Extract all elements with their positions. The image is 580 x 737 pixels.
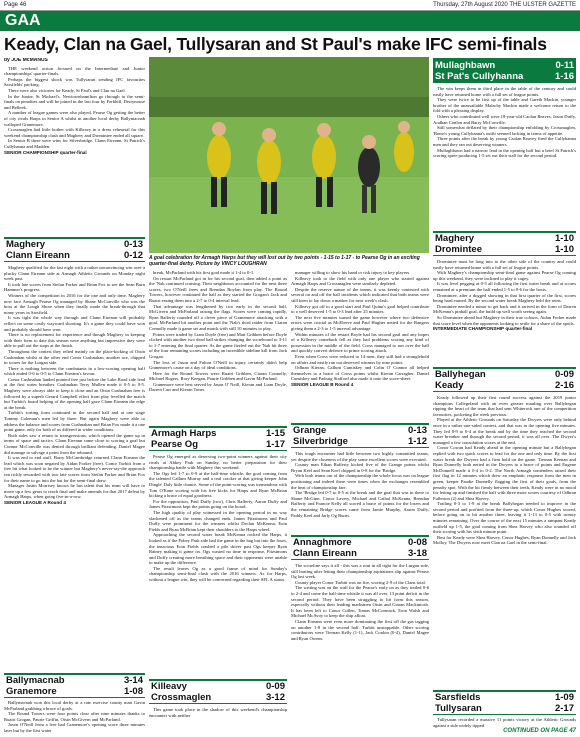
team: Ballymacnab	[6, 675, 65, 686]
p: There is nothing between the combatants in a low-scoring opening half which ended 0-6 to 0-5 to Clann Eireann's favour.	[4, 365, 145, 377]
p: Mullaghbawn had a narrow lead in the opening half but a brief St Patrick's scoring spree producing 1-5 set out their stall for the second period.	[433, 147, 576, 159]
scorebox-ballymacnab	[4, 673, 145, 698]
p: The 'Bridge led 0-7 to 0-5 at the break and the goal that was in there to Shane McGinn. Conor Lavery, Michael and Cathal McKenna, Brendan Rafferty and Francie Kelly all scored a brace of points for the losers and the remaining Bridge scores came from Jamie Murphy, Aaron Duffy, Paddy Keel and Jarly Og Burns.	[291, 490, 429, 518]
team: Annaghmore	[293, 537, 352, 548]
continued-label: CONTINUED ON PAGE 47	[503, 728, 576, 734]
p: Pearse Og emerged as deserving two-point winners against their city rivals at Abbey Park on Sunday, no better preparation for their championship battle with Maghery this weekend.	[149, 454, 287, 471]
score: 0-12	[123, 249, 143, 261]
score: 0-09	[265, 681, 285, 692]
p: The Round Towers were four points clear after nine minutes thanks to Ruairi Grogan, Paurie Griffin, Oisin McGivern and McParland.	[4, 711, 145, 722]
p: County man Ethan Rafferty kicked five of the Grange points whilst Bryan Keel and Sean Keel chipped in 0-8 for the 'Bridge.	[291, 462, 429, 473]
score: 1-09	[554, 692, 574, 703]
page-number: Page 46	[4, 2, 27, 8]
p: Both sides saw a return to transgressions, which opened the game up in terms of space and tactics. Clann Eireann came close to scoring a goal but Connor McConville was denied through brilliant defending. Daniel Magee did manage to salvage a point from the rebound.	[4, 432, 145, 455]
score: 0-13	[407, 425, 427, 436]
column-4-bottom	[433, 717, 576, 728]
intro-p4: In the Junior, St Michael's, Newtownhamilton go through to the semi-finals on penalties and will be joined in the last four by Forkhill, Derrynoose and Belleek.	[4, 93, 145, 110]
team: Granemore	[6, 685, 57, 697]
column-2-bottom	[149, 707, 287, 736]
p: Dromintee needed a minor to get back and it arrived in the form of Darren McKenna's pinball goal, the build up well worth seeing again.	[433, 303, 576, 315]
score: 3-12	[265, 691, 285, 703]
p: INTERMEDIATE CHAMPIONSHIP quarter-final	[433, 326, 533, 332]
p: There is no replacement for experience and though Maghery in keeping with their form to date this season were anything but impressive they were able to pull out the stops at the finish.	[4, 332, 145, 349]
p: Best for Keady were Shea Harvey, Conor Hughes, Ryan Donnelly and Jack Molloy. The Dwyers now meet Clan na Gael in the semi-final.	[433, 534, 576, 546]
p: The Ogs led 1-7 to 0-9 at the half-time whistle, the goal coming from the talented Callum Murray and a real cracker at that giving keeper John Dingle' Daly little chance. Some of the point-scoring was tremendous with Tom O'Kane scoring with his free kicks for Harps and Ryan McBrian kicking a brace of equal goodness.	[149, 470, 287, 499]
p: This tough encounter had little between two highly committed teams, yet despite the closeness of the play some excellent scores were executed.	[291, 451, 429, 462]
scorebox-sarsfields	[433, 690, 576, 715]
team: Grange	[293, 425, 327, 436]
score: 0-13	[123, 239, 143, 250]
byline: by JOE McMANUS	[4, 58, 48, 63]
p: County player Conor Turbitt was on fire, scoring 2-9 of the Clans total.	[295, 579, 426, 585]
p: The result leaves Og as a good frame of mind for Sunday's championship semi-final clash with the 2016 winners. As for Harps, without a league win, they will be concerned regarding their SFL A status.	[149, 565, 287, 583]
page-date: Thursday, 27th August 2020 THE ULSTER GAZETTE	[433, 2, 576, 8]
scorebox-maghery-clann	[4, 237, 145, 262]
p: The loss of Jason and Fulton O'Neill in injury certainly didn't help Granemore's cause on a day of ideal conditions.	[149, 359, 287, 371]
score: 3-14	[123, 675, 143, 686]
p: Winners of the competition in 2016 for the one and only time, Maghery now face Armagh Pearse Og managed by Shane McConville who was the boss at the Lough Shore when they finally made the break-through that many years in Sarsfield.	[4, 292, 145, 315]
p: The writing was on the wall for the Pearse's early on as they trailed 0-6 to 2-4 and come the half-time whistle it was all over, 13 point deficit in the second period. They have been struggling to hit form this season, especially without their leading marksmen Oisin and Ciaran Mackintosh. It has been left to Conor Cullen, Tomas McCormack, Eoin Walsh and Michael McAvoy to keep the ship afloat.	[291, 585, 429, 619]
p: break, McParland with his first goal made it 1-4 to 0-1.	[153, 270, 255, 275]
intro-p7: In Senior B there were wins for Silverbridge, Clann Eireann, St Patrick's Cullyhanna and Madden.	[4, 138, 145, 149]
intro-p8: SENIOR CHAMPIONSHIP quarter-final	[4, 149, 87, 155]
p: manager willing to show his hand or risk injury to key players.	[295, 270, 411, 275]
intro-p6: Crossmaglen had little bother with Killeavy in a dress rehearsal for this weekend championship clash and Maghery and Dromintee ended all square.	[4, 127, 145, 138]
p: They were twice to be first up of the table and Gareth Mackin, younger brother of the unassailable Malachy Mackin made a welcome return to the fold with a pleasing display.	[433, 97, 576, 114]
intro-p5: A number of league games were also played, Pearse Og getting the better of city rivals Harps in Senior A whilst in another local derby Ballymacnab walloped Granemore.	[4, 110, 145, 127]
photo-caption: A goal celebration for Armagh Harps but they will lost out by two points - 1-15 to 1-17 - to Pearse Og in an exciting quarter-final derby. Picture by VINCY LOUGHRAN	[149, 255, 420, 267]
p: Others who contributed well were 18-year-old Caolan Reaves, Jason Duffy, Aodhan Conlon and Barry McConville.	[433, 113, 576, 125]
p: It took late scores from Stefan Forker and Brian Fox to see the Sean Burn Hammer's progress.	[4, 281, 145, 293]
p: So Dromintee ahead but Maghery in their true colours, Aidan Forker made that score level when the opponents looking to settle for a share of the spoils.	[433, 314, 576, 326]
p: It was end to end stuff, Barry McCambridge returned Clann Eireann the lead which was soon negated by Aidan Forker (free). Conor Turbitt from a free hit what looked to be the winner but Maghery's never-say-die approach ran richly rewarded with two late scores from Stefan Forker and Brian Fox for their name to go into the hat for the semi-final draw.	[4, 455, 145, 483]
score: 0-08	[407, 537, 427, 548]
p: Killeavy took to the field with only one player who started against Armagh Harps and Crossmaglen were similarly depleted.	[291, 275, 429, 287]
p: Points were traded by Liam Doyle (free) and Matt Gribben before Doyle clicked with another two dead ball strikes changing the scoreboard to 3-11 to 1-7 entering the final quarter. As the game fizzled out the 'Nab hit three of the four remaining scores including an incredible sideline kill from Jack Grogan.	[149, 331, 287, 359]
column-3-bottom	[291, 563, 429, 736]
p: Still somewhat deflated by their championship enfolding by Crossmaglen, 'Bawn's young Cullyhanna's outfit seemed lacking in terms of appetite.	[433, 125, 576, 136]
column-1-bottom	[4, 700, 145, 736]
p: The next five minutes turned the game however where two defensive errors were crucial as McEleeve and Paul Hughes netted for the Rangers giving them a 2-3 to 1-5 interval advantage.	[291, 314, 429, 331]
p: Played at the Athletic Grounds on Saturday the Dwyers were only behind once in a rather one-sided contest, and that was in the opening five minutes. They led 0-9 to 0-4 at the break and by the time they reached the second water breather and through the second period, it was all over. The Dwyer's managed a few consolation scores at the end.	[433, 417, 576, 445]
column-3-body	[291, 451, 429, 531]
team: Clann Eireann	[6, 249, 70, 261]
p: This game took place in the shadow of this weekend's championship encounter with neither	[149, 707, 287, 718]
p: Jason O'Neill from a free had Granemore's opening score three minutes later but by the first water	[4, 722, 145, 733]
match-photo	[149, 57, 429, 253]
scorebox-mullaghbawn	[433, 58, 576, 83]
p: Clann Eireann were even more dominating the first off the gas tagging on another 1-8 in the second half. Turbitt unstoppable. Other scoring contributors were Tiernan Kelly (1-1), Jack Conlon (0-4), Daniel Magee and Ryan Owens.	[291, 618, 429, 641]
p: Three points after the break by young Caolan Reavey fired the Cullyhanna men and they ran out deserving winners.	[433, 136, 576, 147]
team: Pearse Og	[151, 438, 198, 450]
team: Maghery	[6, 239, 46, 250]
column-2-body	[149, 454, 287, 674]
p: Within minutes of the restart Boyle had his second goal and any hopes of a Killeavy comeback fell as they had problems scoring any kind of possession in the middle of the field. Cross managed to run over the hall and quickly convert defence to prime scoring attack.	[291, 331, 429, 354]
column-1	[4, 58, 145, 234]
score: 1-17	[265, 438, 285, 450]
p: The win keeps them in third place in the table of the century and could easily have returned home with a full set of league points.	[433, 86, 576, 97]
scorebox-grange	[291, 423, 429, 448]
p: SENIOR LEAGUE B Round 4	[291, 381, 354, 387]
team: Armagh Harps	[151, 428, 217, 439]
team: Tullysaran	[435, 702, 482, 714]
score: 2-16	[554, 379, 574, 391]
team: Mullaghbawn	[435, 60, 496, 71]
p: Manager Justin Morrisey knows he has talent that his team will have to move up a few gears to reach final and make amends for that 2017 defeat by Armagh Harps, when going five-in-a-row.	[4, 483, 145, 500]
p: Keady followed up their first round success against the 2019 junior champions Collegeland with an even greater mauling over Ballyhegan ripping the heart of the team that had sent Whiterock one of the competition favourites, pocketing the week previous.	[433, 395, 576, 417]
team: St Pat's Cullyhanna	[435, 70, 524, 82]
score: 0-09	[554, 369, 574, 380]
p: With both teams out of the championship the whole focus was on league positioning and indeed there were times when the exchanges resembled the heat of championship fare.	[291, 473, 429, 490]
scorebox-killeavy	[149, 679, 287, 704]
p: With Maghery's championship semi-final game against Pearse Og coming up this weekend, they were inclined to play it cagey.	[433, 270, 576, 281]
score: 1-12	[407, 435, 427, 447]
score: 1-16	[554, 70, 574, 82]
intro-p3: There were also victories for Keady, St Paul's and Clan na Gael.	[8, 87, 126, 93]
p: Despite the reserve nature of the teams, it was keenly contested with several on and off the ball incidents which indicated that both teams were still keen to lay down a marker for next week's clash.	[291, 286, 429, 303]
p: SENIOR LEAGUE A Round 4	[4, 499, 66, 505]
scorebox-annaghmore	[291, 535, 429, 560]
score: 1-10	[554, 233, 574, 244]
column-3	[291, 270, 429, 420]
intro-p2: Perhaps the biggest shock was Tullysaran sending IFC favourites Sarsfields' packing.	[4, 76, 145, 88]
score: 0-11	[555, 60, 574, 71]
headline: Keady, Clan na Gael, Tullysaran and St Paul's make IFC semi-finals	[4, 34, 547, 54]
column-1-body	[4, 265, 145, 570]
score: 2-17	[554, 702, 574, 714]
p: It was level pegging at 0-5 all following the first water break and at scores remained at a premium the half ended 1-5 to 0-6 for the hosts.	[433, 281, 576, 292]
team: Sarsfields	[435, 692, 481, 703]
p: Odhran Kieran, Callum Cumiskey and Colin O' Connor all helped themselves to a brace of Cross points whilst Kieran Carragher, Daniel Cumiskey and Padraig Stafford also made it onto the score-sheet.	[291, 365, 429, 382]
p: Dromintee must be long into to the other side of the country and could easily have returned home with a full set of league points.	[433, 259, 576, 270]
p: Here for the Round Towers were Ruairi Gribben, Ciaran Connolly, Michael Rogers, Rory Keegan, Paurie Gribben and Gavin McParland.	[149, 370, 287, 382]
team: Ballyhegan	[435, 369, 486, 380]
team: Dromintee	[435, 243, 482, 255]
score: 1-15	[265, 428, 285, 439]
p: Approaching the second water break McKenna rocked the Harps, it looked as if the Pobey Park side had the game in the bag but into the fours, the tenacious Eoin Fields crashed a pile driver past Ogs keeper Ryan Rainey making it game on. Ogs wasted no time in response, Fitzsimons and Duffy creating more breathing space and their opponents were unable to make up the difference.	[149, 532, 287, 566]
p: Conor Cushnahan landed pointed free just before the Lake Road side lead at the first water breather. Cushnahan Terry Mullen made it 0-5 to 0-5. Maghery were always able to keep it close and an Oisin Cushnahan free is followed by a superb Gerard Campbell effort from play levelled the match but Turbitt's board helping of the opening half gave Clann Eireann the edge at the break.	[4, 376, 145, 410]
p: Turbitt's sorting form continued in the second half and at one stage Tommy Coleman's men led by three. But again Maghery were able to address the balance and scores from Cushnahan and Brian Fox made it a one point game, only for both of us differed in wider conditions.	[4, 410, 145, 433]
p: It was tight the whole way through and Clann Eireann will probably reflect on some costly wayward shooting. It's a game they could have won and probably should have won.	[4, 315, 145, 332]
team: Silverbridge	[293, 435, 348, 447]
score: 1-08	[123, 685, 143, 697]
p: The scoreline says it all - this was a rout in all right for the Lurgan side, still hurting after letting their championship aspirations slip against Pearse Og last week.	[291, 563, 429, 580]
scorebox-maghery-dromintee	[433, 231, 576, 256]
p: For the opposition, Paul Duffy (two), Chris Rafferty, Aaron Duffy and James Fitzsimons kept the points going on the board.	[149, 498, 287, 510]
p: The high quality of play witnessed in the opening period in no way slackened off as the teams changed ends. James Fitzsimons and Paul Duffy were prominent for the winners whilst Declan McKenna, Eoin Fields and Ryan McBrian kept their shoulders to the Harps wheel.	[149, 509, 287, 532]
p: Dromintee, after a dogged showing in that first quarter of the first, scores being hard earned. By the second water break Maghery held the reins.	[433, 292, 576, 304]
column-4-body	[433, 395, 576, 687]
intro-p1: THE weekend action focused on the Intermediate and Junior championships' quarter-finals.	[4, 65, 145, 77]
p: Killeavy got off to a good start and Paul Quinn's goal helped contribute to a well deserved 1-5 to 0-3 lead after 25 minutes.	[291, 303, 429, 315]
p: Throughout the contest they relied mainly on the place-kicking of Oisin Cushnahan whilst at the other end Conor Cushnahan, another ace, chipped in scores for the Lurgan side.	[4, 348, 145, 366]
team: Maghery	[435, 233, 475, 244]
team: Crossmaglen	[151, 691, 212, 703]
scorebox-armagh-harps	[149, 426, 287, 451]
score: 3-18	[407, 547, 427, 559]
photo-illustration	[149, 57, 429, 253]
score: 1-10	[554, 243, 574, 255]
p: Trailing 0-3 to 1-9 at the break Ballyhegan needed to improve in the second period and profited from the three-up, which Conor Hughes scored, before going on to hit another three, leaving it 1-13 to 0-5 with twenty minutes remaining. Over the course of the next 15 minutes a rampant Keady outfield up 1-5, the goal coming from Shea Harvey who also rounded off their scoring with his sixth minute point.	[433, 501, 576, 535]
p: Even when Cross were reduced to 14 men, they still had a stranglehold on affairs and easily ran out deserved winners by nine points.	[291, 353, 429, 365]
p: Ballymacnab won this local derby at a rate exercise county man Gavin McParland grabbing a brace of goals.	[4, 700, 145, 711]
scorebox-ballyhegan	[433, 367, 576, 392]
team: Clann Eireann	[293, 547, 357, 559]
p: Granemore were best served by Jason O' Neill, Kieran and Liam Doyle, Darren Carr and Kieran Toner.	[149, 381, 287, 393]
p: Conor Cowan had Keady ahead in the opening minute but a Ballyhegan replied with two quick scores to lead for the one and only time. By the first water break the Dwyers had a firm hold on the game. Tiernan Keenan and Ryan Donnelly both netted in the Dwyers to a brace of points and Eugene McDonnell made it 0-4 to 0-2. The North Armagh contenders raised their first flag in 12 minutes which drew an emphatic response from the men in green, keeper Paudie Donnelly flagging the first of their goals, from the penalty spot. With the hit firmly between their teeth, Keady were in no mood for letting up and finished the half with three more scores courtesy of Odhran Fullerton (2) and Shea Harvey.	[433, 445, 576, 501]
column-4-mid	[433, 259, 576, 364]
team: Keady	[435, 379, 464, 391]
p: Tullysaran recorded a massive 11 points victory at the Athletic Grounds against a side widely tipped	[433, 717, 576, 728]
p: Maghery qualified for the last eight with a rather unconvincing win over a plucky Clann Eireann side at Armagh Athletic Grounds on Monday night week past.	[4, 265, 145, 282]
column-4-top	[433, 86, 576, 228]
team: Killeavy	[151, 681, 187, 692]
section-banner: GAA	[0, 11, 580, 31]
p: On restart McParland got in for his second goal, then added a point as the 'Nab continued cruising. Their neighbours accounted for the next three scores, two O'Neill frees and Brendan Boylan from play. The Round Towers, however continued the half as they started the Grogan's Jack and Ruairi easing them into a 2-7 to 0-4 interval lead.	[149, 275, 287, 303]
p: That advantage was lengthened by two early in the second half, McGivern and McParland raising the flags. Scores were coming rapidly, Ryan Rafferty rounded off a clever piece of Granemore attacking with a goal, McParland hit another point and the 'Nab's third raider from Ciaran Connolly made it game set and match with still 10 minutes to play.	[149, 303, 287, 331]
page-header	[0, 0, 580, 11]
